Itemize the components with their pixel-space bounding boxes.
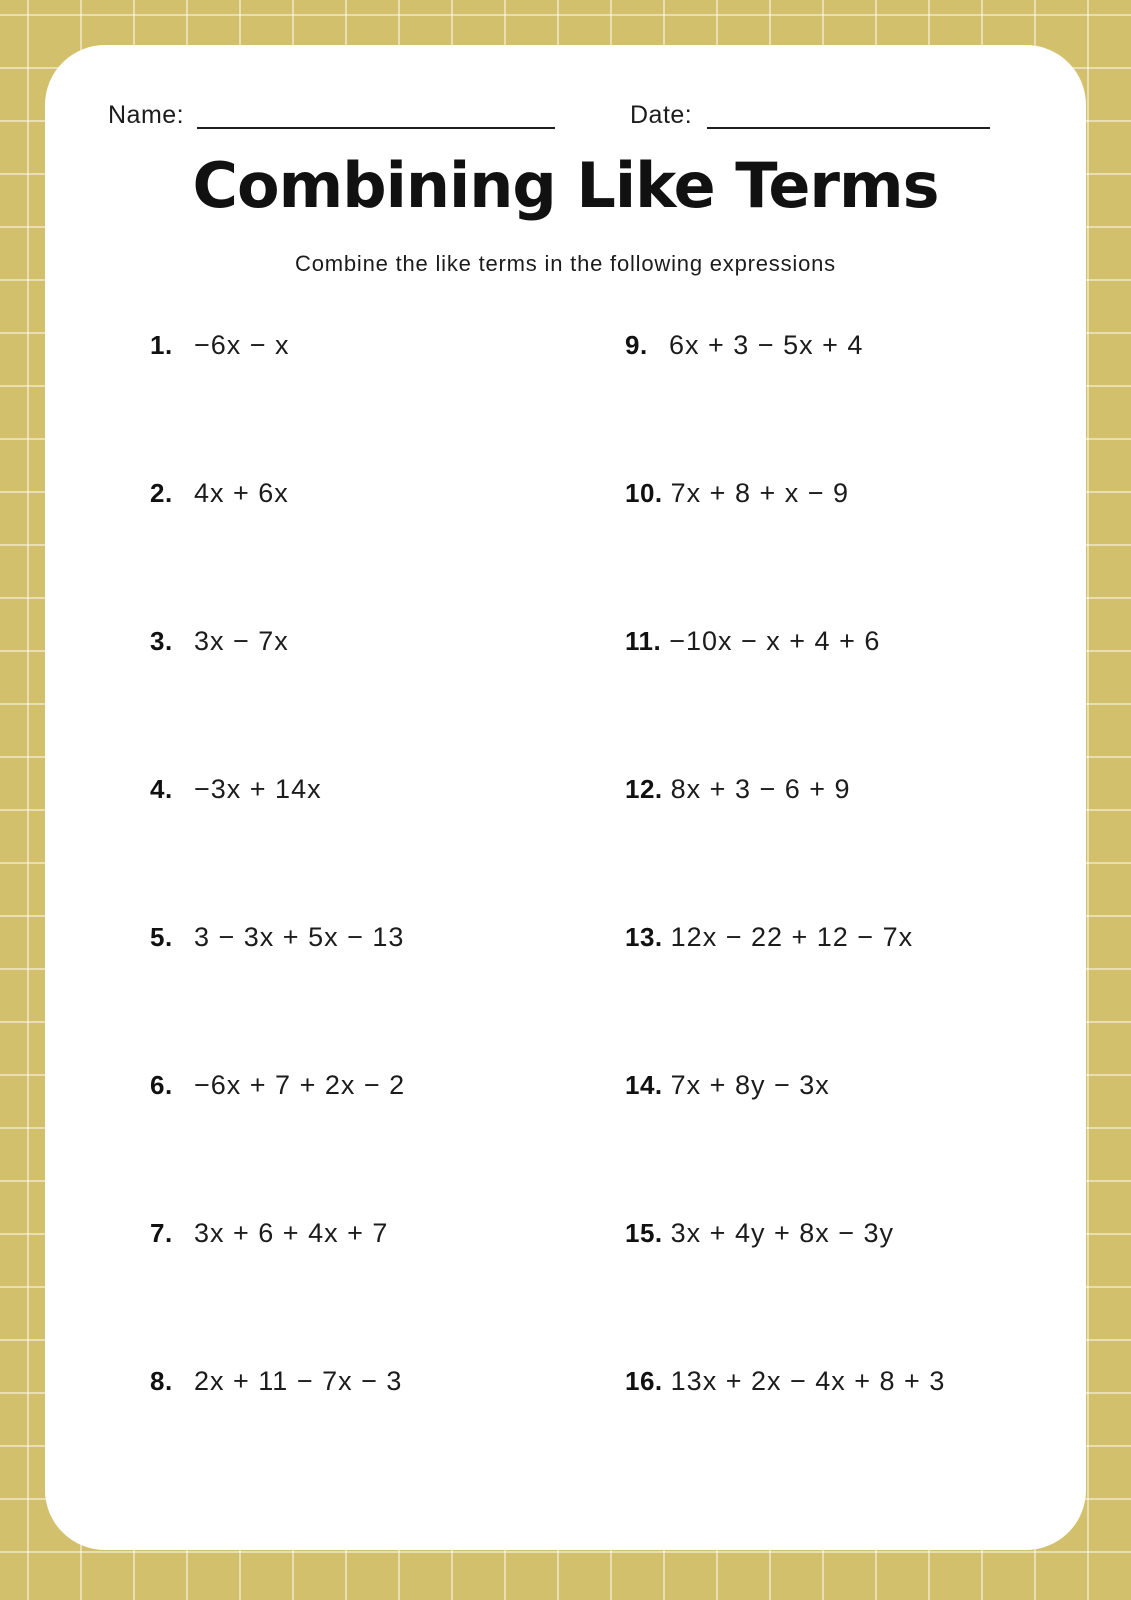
problem-number: 14. [625, 1070, 663, 1100]
worksheet-title: Combining Like Terms [192, 149, 939, 222]
date-label: Date: [630, 101, 693, 129]
problem-expression: 8x + 3 − 6 + 9 [670, 774, 851, 804]
problem-expression: −6x − x [194, 330, 290, 360]
problem-row [625, 774, 945, 922]
problem-number: 8. [150, 1366, 173, 1396]
problem-number: 11. [625, 626, 662, 656]
problem-expression: 3 − 3x + 5x − 13 [194, 922, 405, 952]
problem-expression: 7x + 8y − 3x [670, 1070, 830, 1100]
problem-expression: 7x + 8 + x − 9 [670, 478, 850, 508]
problem-number: 5. [150, 922, 173, 952]
problem-row [625, 1366, 945, 1514]
problem-expression: −6x + 7 + 2x − 2 [194, 1070, 406, 1100]
problem-number: 3. [150, 626, 173, 656]
problem-expression: 4x + 6x [194, 478, 289, 508]
problem-expression: 2x + 11 − 7x − 3 [194, 1366, 403, 1396]
problems-column-left [150, 330, 405, 1514]
worksheet-card [45, 45, 1086, 1550]
problem-number: 16. [625, 1366, 663, 1396]
problem-row [150, 1366, 405, 1514]
problem-expression: 3x + 6 + 4x + 7 [194, 1218, 389, 1248]
problems-column-right [625, 330, 945, 1514]
problem-row [150, 478, 405, 626]
problem-expression: 6x + 3 − 5x + 4 [669, 330, 864, 360]
problem-row [625, 1070, 945, 1218]
problem-row [150, 626, 405, 774]
problem-number: 10. [625, 478, 663, 508]
problem-row [625, 330, 945, 478]
name-label: Name: [108, 101, 185, 129]
problem-number: 7. [150, 1218, 173, 1248]
worksheet-instructions: Combine the like terms in the following expressions [295, 251, 836, 276]
problem-number: 6. [150, 1070, 173, 1100]
problem-row [150, 774, 405, 922]
problem-expression: 3x + 4y + 8x − 3y [670, 1218, 895, 1248]
problem-number: 4. [150, 774, 173, 804]
date-blank-line [707, 127, 990, 129]
problem-row [150, 330, 405, 478]
problem-row [625, 1218, 945, 1366]
problem-number: 2. [150, 478, 173, 508]
problem-row [150, 922, 405, 1070]
name-blank-line [197, 127, 555, 129]
problem-row [625, 478, 945, 626]
problem-expression: −3x + 14x [194, 774, 322, 804]
problem-expression: 12x − 22 + 12 − 7x [670, 922, 914, 952]
problem-row [625, 922, 945, 1070]
problem-number: 9. [625, 330, 648, 360]
problem-expression: 13x + 2x − 4x + 8 + 3 [670, 1366, 946, 1396]
problem-number: 13. [625, 922, 663, 952]
problem-number: 15. [625, 1218, 663, 1248]
problem-expression: −10x − x + 4 + 6 [669, 626, 881, 656]
problem-row [625, 626, 945, 774]
problem-number: 12. [625, 774, 663, 804]
problem-number: 1. [150, 330, 173, 360]
problem-expression: 3x − 7x [194, 626, 289, 656]
problem-row [150, 1070, 405, 1218]
problem-row [150, 1218, 405, 1366]
problems-area [45, 330, 1086, 1550]
